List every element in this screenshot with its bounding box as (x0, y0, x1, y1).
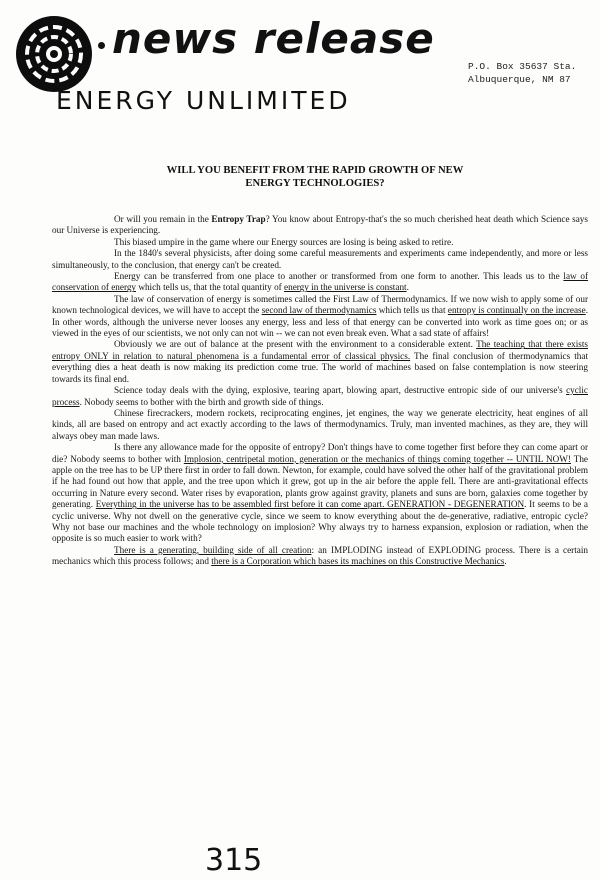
paragraph: Chinese firecrackers, modern rockets, reciprocating engines, jet engines, the way we generate electricity, heat engines of all kinds, all are based on entropy and act exactly according to the laws of thermodynamics. Truly, man invented machines, as they are, they will always obey man made laws. (52, 407, 588, 441)
mailing-address (468, 60, 576, 86)
underlined-phrase: Implosion, centripetal motion, generation or the mechanics of things coming together -- UNTIL NOW! (183, 453, 571, 464)
paragraph: There is a generating, building side of all creation: an IMPLODING instead of EXPLODING process. There is a certain mechanics which this process follows; and there is a Corporation which bases its machines on this Constructive Mechanics. (52, 544, 589, 567)
underlined-phrase: law of conservation of energy (52, 271, 589, 293)
entropy-trap-phrase: Entropy Trap (211, 214, 266, 224)
underlined-phrase: Everything in the universe has to be assembled first before it can come apart. GENERATION - DEGENERATION (95, 499, 525, 510)
paragraph: Or will you remain in the Entropy Trap? You know about Entropy-that's the so much cherished heat death which Science says our Universe is experiencing. (52, 214, 588, 236)
paragraph: In the 1840's several physicists, after doing some careful measurements and experiments came independently, and more or less simultaneously, to the conclusion, that energy can't be created. (52, 248, 588, 270)
underlined-phrase: cyclic process (52, 385, 588, 407)
paragraph: Science today deals with the dying, explosive, tearing apart, blowing apart, destructive entropic side of our universe's cyclic process. Nobody seems to bother with the birth and growth side of things. (52, 385, 588, 407)
underlined-phrase: The teaching that there exists entropy ONLY in relation to natural phenomena is a fundamental error of classical physics. (52, 339, 588, 361)
organization-name: ENERGY UNLIMITED (56, 86, 351, 115)
paragraph: This biased umpire in the game where our Energy sources are losing is being asked to retire. (114, 236, 454, 247)
address-line-1: P.O. Box 35637 Sta. (468, 61, 577, 72)
news-release-title: news release (112, 14, 435, 63)
title-bullet (98, 42, 105, 49)
logo-icon (14, 14, 94, 94)
paragraph: Obviously we are out of balance at the present with the environment to a considerable extent. The teaching that there exists entropy ONLY in relation to natural phenomena is a fundamental error of classical physics. The final conclusion of thermodynamics that everything dies a heat death is now making its prediction come true. The world of machines based on false contemplation is now steering towards its final end. (52, 339, 588, 384)
paragraph: The law of conservation of energy is sometimes called the First Law of Thermodynamics. If we now wish to apply some of our known technological devices, we will have to accept the second law of thermodynamics which tells us that entropy is continually on the increase. In other words, although the universe never looses any energy, less and less of that energy can be converted into work as time goes on; or as viewed in the eyes of our scientists, we not only can not win -- we can not even break even. What a sad state of affairs! (52, 293, 588, 339)
underlined-phrase: There is a generating, building side of all creation (114, 544, 312, 555)
paragraph: Energy can be transferred from one place to another or transformed from one form to another. This leads us to the law of conservation of energy which tells us, that the total quantity of energy in the universe is constant. (52, 271, 589, 293)
paragraph: Is there any allowance made for the opposite of entropy? Don't things have to come together first before they can come apart or die? Nobody seems to bother with Implosion, centripetal motion, generation or the mechanics of things coming together -- UNTIL NOW! The apple on the tree has to be UP there first in order to fall down. Newton, for example, could have solved the other half of the gravitational problem if he had found out how that apple, and the tree upon which it grew, got up in the air before the apple fell. There are anti-gravitational effects occurring in Nature every second. Water rises by evaporation, plants grow against gravity, planets and suns are born, galaxies come together by generating. Everything in the universe has to be assembled first before it can come apart. GENERATION - DEGENERATION. It seems to be a cyclic universe. Why not dwell on the generative cycle, since we seem to know everything about the de-generative, radiative, entropic cycle? Why not base our machines and the whole technology on implosion? Why always try to harness expansion, explosion or radiation, when the opposite is so much easier to work with? (52, 442, 589, 544)
handwritten-page-number: 315 (205, 843, 263, 878)
underlined-phrase: entropy is continually on the increase (447, 305, 586, 316)
underlined-phrase: energy in the universe is constant (284, 282, 407, 293)
article-heading: WILL YOU BENEFIT FROM THE RAPID GROWTH OF NEW ENERGY TECHNOLOGIES? (166, 165, 464, 189)
article-body (52, 214, 588, 568)
underlined-phrase: there is a Corporation which bases its machines on this Constructive Mechanics (211, 556, 505, 567)
address-line-2: Albuquerque, NM 87 (468, 74, 571, 85)
underlined-phrase: second law of thermodynamics (261, 305, 377, 316)
